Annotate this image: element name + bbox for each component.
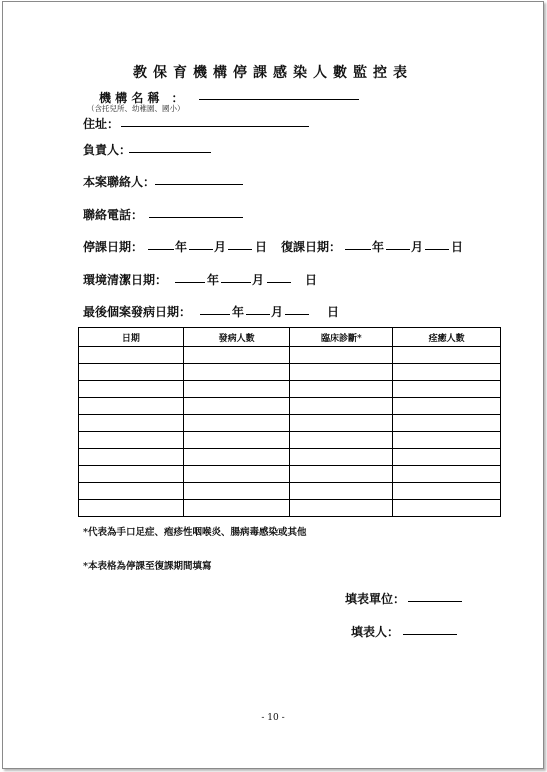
- diagnosis-cell[interactable]: [290, 415, 393, 432]
- diagnosis-cell[interactable]: [290, 381, 393, 398]
- table-row: [79, 398, 501, 415]
- page-title: 教保育機構停課感染人數監控表: [133, 65, 413, 81]
- recovered-count-cell[interactable]: [393, 466, 501, 483]
- filler-label: 填表人：: [351, 625, 400, 639]
- diagnosis-cell[interactable]: [290, 432, 393, 449]
- diagnosis-cell[interactable]: [290, 364, 393, 381]
- table-row: [79, 432, 501, 449]
- onset-count-cell[interactable]: [183, 398, 290, 415]
- recovered-count-cell[interactable]: [393, 432, 501, 449]
- onset-count-cell[interactable]: [183, 466, 290, 483]
- last-case-month-field[interactable]: [246, 314, 270, 315]
- monitoring-table: [78, 327, 501, 517]
- address-label: 住址：: [83, 117, 120, 131]
- date-cell[interactable]: [79, 381, 184, 398]
- resume-year-unit: 年: [372, 240, 385, 254]
- table-row: [79, 483, 501, 500]
- filler-field[interactable]: [403, 634, 457, 635]
- diagnosis-cell[interactable]: [290, 449, 393, 466]
- date-cell[interactable]: [79, 398, 184, 415]
- suspension-day-field[interactable]: [228, 249, 252, 250]
- filling-unit-label: 填表單位：: [345, 592, 406, 606]
- table-header-row: [79, 328, 501, 347]
- last-case-year-unit: 年: [232, 305, 245, 319]
- diagnosis-cell[interactable]: [290, 500, 393, 517]
- recovered-count-cell[interactable]: [393, 364, 501, 381]
- institution-note: （含托兒所、幼稚園、國小）: [87, 104, 185, 113]
- diagnosis-cell[interactable]: [290, 398, 393, 415]
- resume-date-label: 復課日期：: [281, 240, 342, 254]
- table-row: [79, 466, 501, 483]
- table-body: [79, 347, 501, 517]
- onset-count-cell[interactable]: [183, 432, 290, 449]
- note-period: *本表格為停課至復課期間填寫: [83, 561, 212, 572]
- last-case-date-label: 最後個案發病日期：: [83, 305, 192, 319]
- last-case-month-unit: 月: [271, 305, 284, 319]
- date-cell[interactable]: [79, 466, 184, 483]
- diagnosis-cell[interactable]: [290, 347, 393, 364]
- onset-count-cell[interactable]: [183, 364, 290, 381]
- onset-count-cell[interactable]: [183, 483, 290, 500]
- filling-unit-field[interactable]: [408, 601, 462, 602]
- recovered-count-cell[interactable]: [393, 381, 501, 398]
- date-cell[interactable]: [79, 449, 184, 466]
- page-number: - 10 -: [261, 713, 285, 723]
- cleaning-day-unit: 日: [305, 273, 318, 287]
- cleaning-year-unit: 年: [207, 273, 220, 287]
- table-row: [79, 347, 501, 364]
- recovered-count-cell[interactable]: [393, 347, 501, 364]
- resume-day-field[interactable]: [425, 249, 449, 250]
- onset-count-cell[interactable]: [183, 449, 290, 466]
- suspension-month-field[interactable]: [189, 249, 213, 250]
- phone-field[interactable]: [149, 217, 243, 218]
- diagnosis-cell[interactable]: [290, 466, 393, 483]
- table-row: [79, 449, 501, 466]
- cleaning-day-field[interactable]: [267, 282, 291, 283]
- address-field[interactable]: [121, 126, 309, 127]
- resume-year-field[interactable]: [345, 249, 371, 250]
- table-row: [79, 364, 501, 381]
- onset-count-cell[interactable]: [183, 381, 290, 398]
- last-case-day-field[interactable]: [285, 314, 309, 315]
- responsible-label: 負責人：: [83, 143, 132, 157]
- date-cell[interactable]: [79, 415, 184, 432]
- suspension-day-unit: 日: [255, 240, 268, 254]
- date-cell[interactable]: [79, 483, 184, 500]
- onset-count-cell[interactable]: [183, 347, 290, 364]
- date-cell[interactable]: [79, 364, 184, 381]
- suspension-date-label: 停課日期：: [83, 240, 144, 254]
- onset-count-cell[interactable]: [183, 500, 290, 517]
- phone-label: 聯絡電話：: [83, 208, 144, 222]
- suspension-month-unit: 月: [214, 240, 227, 254]
- diagnosis-cell[interactable]: [290, 483, 393, 500]
- recovered-count-cell[interactable]: [393, 415, 501, 432]
- contact-field[interactable]: [155, 184, 243, 185]
- cleaning-date-label: 環境清潔日期：: [83, 273, 168, 287]
- recovered-count-cell[interactable]: [393, 483, 501, 500]
- header-clinical-diagnosis: 臨床診斷*: [290, 328, 393, 347]
- suspension-year-field[interactable]: [148, 249, 174, 250]
- date-cell[interactable]: [79, 432, 184, 449]
- table-row: [79, 500, 501, 517]
- last-case-year-field[interactable]: [200, 314, 230, 315]
- note-diagnosis: *代表為手口足症、疱疹性咽喉炎、腸病毒感染或其他: [83, 527, 307, 538]
- responsible-field[interactable]: [129, 152, 211, 153]
- header-date: 日期: [79, 328, 184, 347]
- recovered-count-cell[interactable]: [393, 449, 501, 466]
- cleaning-month-unit: 月: [252, 273, 265, 287]
- onset-count-cell[interactable]: [183, 415, 290, 432]
- institution-label: 機 構 名 稱 ：: [99, 91, 184, 105]
- institution-field[interactable]: [199, 99, 359, 100]
- resume-day-unit: 日: [451, 240, 464, 254]
- resume-month-unit: 月: [411, 240, 424, 254]
- cleaning-year-field[interactable]: [175, 282, 205, 283]
- date-cell[interactable]: [79, 347, 184, 364]
- last-case-day-unit: 日: [327, 305, 340, 319]
- table-row: [79, 381, 501, 398]
- header-onset-count: 發病人數: [183, 328, 290, 347]
- recovered-count-cell[interactable]: [393, 398, 501, 415]
- contact-label: 本案聯絡人：: [83, 175, 156, 189]
- table-row: [79, 415, 501, 432]
- document-page: [2, 1, 544, 769]
- header-recovered-count: 痊癒人數: [393, 328, 501, 347]
- date-cell[interactable]: [79, 500, 184, 517]
- recovered-count-cell[interactable]: [393, 500, 501, 517]
- resume-month-field[interactable]: [386, 249, 410, 250]
- cleaning-month-field[interactable]: [221, 282, 251, 283]
- suspension-year-unit: 年: [175, 240, 188, 254]
